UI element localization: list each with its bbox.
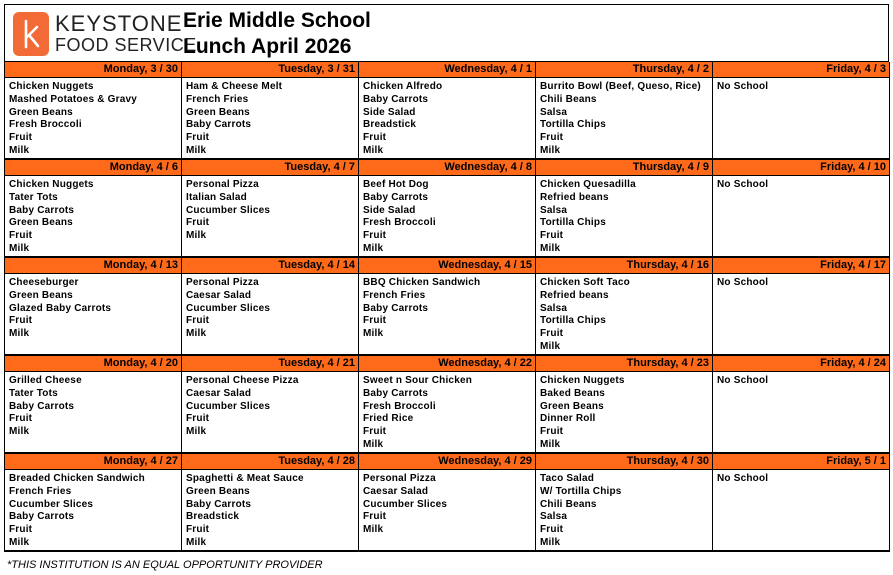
day-menu-cell (713, 372, 890, 454)
menu-item: Breadstick (186, 511, 240, 523)
equal-opportunity-note: *THIS INSTITUTION IS AN EQUAL OPPORTUNITY PROVIDER (7, 559, 323, 571)
day-header: Monday, 4 / 20 (5, 356, 182, 372)
menu-item: Fruit (540, 328, 564, 340)
day-header: Wednesday, 4 / 22 (359, 356, 536, 372)
menu-item: Tortilla Chips (540, 217, 606, 229)
menu-item: Milk (186, 426, 207, 438)
menu-item: Caesar Salad (186, 387, 252, 399)
menu-item: No School (717, 473, 769, 484)
menu-calendar (4, 4, 889, 552)
day-header: Thursday, 4 / 30 (536, 454, 713, 470)
menu-item: Chili Beans (540, 93, 597, 105)
menu-item: Chicken Soft Taco (540, 277, 630, 288)
menu-item: Taco Salad (540, 473, 595, 484)
menu-item: Fresh Broccoli (363, 400, 436, 412)
menu-item: Ham & Cheese Melt (186, 81, 283, 92)
menu-item: Mashed Potatoes & Gravy (9, 93, 137, 105)
menu-item: Personal Pizza (186, 179, 259, 190)
menu-item: Fruit (9, 315, 33, 327)
day-menu-cell (5, 78, 182, 160)
day-header: Friday, 5 / 1 (713, 454, 890, 470)
logo-k-icon (13, 12, 49, 56)
menu-item: Fresh Broccoli (9, 119, 82, 131)
menu-item: Baby Carrots (363, 302, 429, 314)
menu-item: Fruit (186, 413, 210, 425)
menu-item: Fruit (363, 511, 387, 523)
menu-item: Milk (186, 328, 207, 340)
menu-item: Cucumber Slices (186, 204, 271, 216)
menu-item: Fruit (186, 524, 210, 536)
menu-item: Side Salad (363, 106, 416, 118)
menu-item: Side Salad (363, 204, 416, 216)
title-block (183, 8, 371, 60)
day-menu-cell (713, 274, 890, 356)
menu-item: Fruit (540, 426, 564, 438)
menu-item: Milk (540, 242, 561, 254)
menu-item: Baby Carrots (9, 511, 75, 523)
menu-item: Personal Pizza (363, 473, 436, 484)
week-grid (4, 62, 889, 552)
day-menu-cell (359, 274, 536, 356)
menu-item: Fruit (363, 426, 387, 438)
menu-item: Fruit (9, 524, 33, 536)
menu-item: Cucumber Slices (186, 400, 271, 412)
menu-item: No School (717, 375, 769, 386)
menu-item: Baby Carrots (9, 204, 75, 216)
menu-item: Beef Hot Dog (363, 179, 429, 190)
menu-item: Personal Pizza (186, 277, 259, 288)
day-header: Thursday, 4 / 23 (536, 356, 713, 372)
menu-item: Fruit (363, 230, 387, 242)
menu-item: Salsa (540, 106, 568, 118)
day-menu-cell (713, 78, 890, 160)
menu-item: Refried beans (540, 289, 609, 301)
menu-item: Italian Salad (186, 191, 247, 203)
day-header: Thursday, 4 / 9 (536, 160, 713, 176)
menu-item: W/ Tortilla Chips (540, 485, 622, 497)
day-menu-cell (182, 470, 359, 552)
day-header: Tuesday, 4 / 28 (182, 454, 359, 470)
day-menu-cell (536, 274, 713, 356)
menu-item: Milk (186, 536, 207, 548)
menu-item: Cucumber Slices (186, 302, 271, 314)
menu-item: Milk (9, 328, 30, 340)
day-header: Thursday, 4 / 16 (536, 258, 713, 274)
day-header: Monday, 3 / 30 (5, 62, 182, 78)
menu-item: Tater Tots (9, 387, 58, 399)
day-header: Friday, 4 / 10 (713, 160, 890, 176)
menu-item: Tortilla Chips (540, 119, 606, 131)
day-header: Wednesday, 4 / 15 (359, 258, 536, 274)
day-menu-cell (359, 470, 536, 552)
menu-item: Milk (9, 242, 30, 254)
menu-item: French Fries (186, 93, 249, 105)
menu-item: Baby Carrots (186, 498, 252, 510)
menu-item: Milk (540, 438, 561, 450)
menu-item: Fruit (9, 413, 33, 425)
day-header: Friday, 4 / 3 (713, 62, 890, 78)
menu-item: Chicken Alfredo (363, 81, 443, 92)
day-menu-cell (182, 78, 359, 160)
menu-item: Fruit (186, 315, 210, 327)
menu-item: Fruit (186, 132, 210, 144)
menu-item: Fruit (186, 217, 210, 229)
day-menu-cell (536, 470, 713, 552)
day-menu-cell (536, 176, 713, 258)
day-header: Tuesday, 4 / 14 (182, 258, 359, 274)
menu-item: No School (717, 179, 769, 190)
day-menu-cell (713, 470, 890, 552)
menu-item: Baby Carrots (363, 387, 429, 399)
menu-item: Fruit (363, 132, 387, 144)
day-menu-cell (359, 176, 536, 258)
menu-item: Green Beans (540, 400, 604, 412)
menu-item: Chili Beans (540, 498, 597, 510)
menu-item: Tater Tots (9, 191, 58, 203)
menu-item: Salsa (540, 302, 568, 314)
day-menu-cell (182, 274, 359, 356)
menu-item: Fruit (9, 132, 33, 144)
menu-item: Baby Carrots (363, 191, 429, 203)
menu-item: Tortilla Chips (540, 315, 606, 327)
day-header: Friday, 4 / 17 (713, 258, 890, 274)
menu-item: Grilled Cheese (9, 375, 82, 386)
keystone-logo (13, 10, 197, 58)
menu-item: Fruit (9, 230, 33, 242)
menu-item: Green Beans (9, 106, 73, 118)
logo-k-glyph (13, 12, 49, 56)
menu-item: Milk (186, 230, 207, 242)
day-header: Tuesday, 3 / 31 (182, 62, 359, 78)
school-name: Erie Middle School (183, 9, 371, 32)
menu-item: Salsa (540, 204, 568, 216)
menu-item: No School (717, 277, 769, 288)
day-menu-cell (359, 78, 536, 160)
menu-item: Fruit (540, 132, 564, 144)
menu-item: Baby Carrots (9, 400, 75, 412)
menu-item: Glazed Baby Carrots (9, 302, 112, 314)
menu-item: Milk (363, 438, 384, 450)
menu-item: Cucumber Slices (363, 498, 448, 510)
day-menu-cell (536, 372, 713, 454)
menu-item: Chicken Nuggets (9, 81, 94, 92)
menu-item: Green Beans (186, 485, 250, 497)
menu-item: Green Beans (186, 106, 250, 118)
menu-item: Green Beans (9, 217, 73, 229)
day-menu-cell (359, 372, 536, 454)
day-header: Friday, 4 / 24 (713, 356, 890, 372)
day-menu-cell (5, 274, 182, 356)
menu-item: Milk (540, 144, 561, 156)
menu-item: Milk (9, 144, 30, 156)
day-header: Tuesday, 4 / 7 (182, 160, 359, 176)
menu-item: BBQ Chicken Sandwich (363, 277, 481, 288)
menu-item: Caesar Salad (186, 289, 252, 301)
menu-item: Baby Carrots (186, 119, 252, 131)
menu-item: Cheeseburger (9, 277, 79, 288)
day-menu-cell (713, 176, 890, 258)
menu-item: Refried beans (540, 191, 609, 203)
day-header: Monday, 4 / 27 (5, 454, 182, 470)
menu-item: Burrito Bowl (Beef, Queso, Rice) (540, 81, 701, 92)
menu-item: Milk (363, 242, 384, 254)
logo-line1: KEYSTONE (55, 11, 183, 36)
day-header: Wednesday, 4 / 1 (359, 62, 536, 78)
menu-item: Sweet n Sour Chicken (363, 375, 473, 386)
day-menu-cell (182, 372, 359, 454)
day-header: Thursday, 4 / 2 (536, 62, 713, 78)
day-menu-cell (5, 176, 182, 258)
menu-item: Milk (363, 144, 384, 156)
day-menu-cell (5, 470, 182, 552)
menu-item: Milk (9, 426, 30, 438)
menu-item: Milk (540, 536, 561, 548)
menu-item: Fresh Broccoli (363, 217, 436, 229)
day-header: Monday, 4 / 13 (5, 258, 182, 274)
menu-item: Baked Beans (540, 387, 606, 399)
menu-item: French Fries (363, 289, 426, 301)
menu-item: Milk (186, 144, 207, 156)
menu-item: Chicken Nuggets (540, 375, 625, 386)
menu-item: Chicken Quesadilla (540, 179, 636, 190)
menu-item: Fried Rice (363, 413, 414, 425)
menu-item: Baby Carrots (363, 93, 429, 105)
day-menu-cell (536, 78, 713, 160)
menu-item: Dinner Roll (540, 413, 596, 425)
menu-item: No School (717, 81, 769, 92)
day-header: Monday, 4 / 6 (5, 160, 182, 176)
menu-item: Breadstick (363, 119, 417, 131)
menu-item: Milk (363, 328, 384, 340)
menu-item: Breaded Chicken Sandwich (9, 473, 145, 484)
menu-item: Cucumber Slices (9, 498, 94, 510)
day-menu-cell (182, 176, 359, 258)
menu-item: Milk (9, 536, 30, 548)
menu-item: Caesar Salad (363, 485, 429, 497)
menu-item: Spaghetti & Meat Sauce (186, 473, 304, 484)
menu-header (4, 4, 889, 62)
menu-item: Fruit (363, 315, 387, 327)
menu-item: Fruit (540, 230, 564, 242)
menu-item: Salsa (540, 511, 568, 523)
menu-item: Fruit (540, 524, 564, 536)
menu-title: Lunch April 2026 (183, 35, 352, 58)
menu-item: Milk (363, 524, 384, 536)
menu-item: Milk (540, 340, 561, 352)
menu-item: Personal Cheese Pizza (186, 375, 299, 386)
day-menu-cell (5, 372, 182, 454)
menu-item: French Fries (9, 485, 72, 497)
menu-item: Chicken Nuggets (9, 179, 94, 190)
day-header: Wednesday, 4 / 8 (359, 160, 536, 176)
logo-line2: FOOD SERVICE (55, 35, 197, 55)
day-header: Tuesday, 4 / 21 (182, 356, 359, 372)
menu-item: Green Beans (9, 289, 73, 301)
day-header: Wednesday, 4 / 29 (359, 454, 536, 470)
